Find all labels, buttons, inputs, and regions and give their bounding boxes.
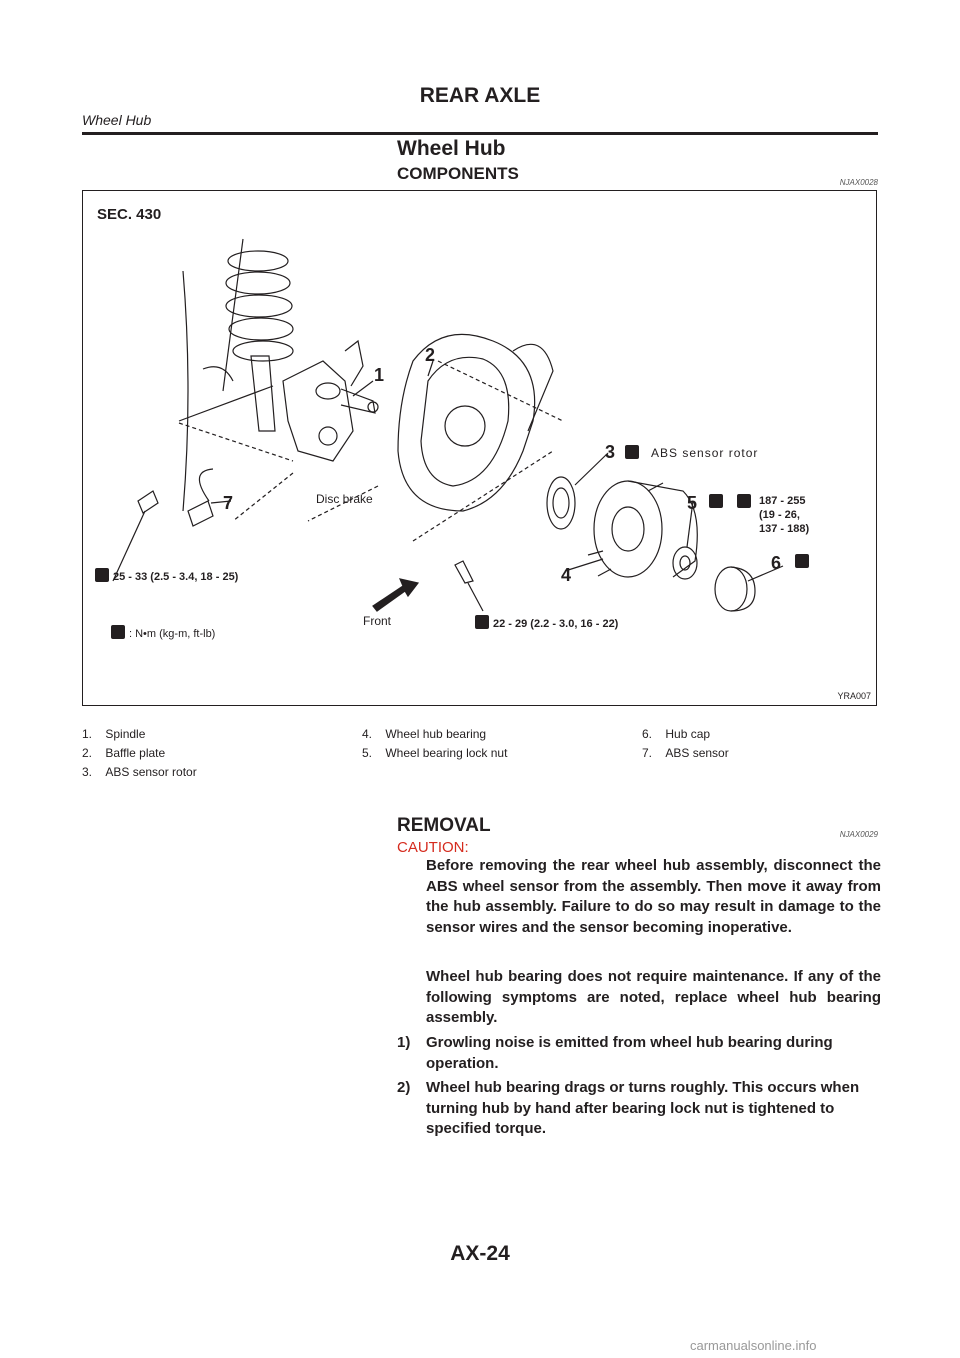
exploded-diagram	[83, 191, 878, 707]
legend-item: 2. Baffle plate	[82, 746, 166, 760]
header-subtitle: Wheel Hub	[82, 112, 152, 128]
page-number: AX-24	[450, 1242, 510, 1265]
maintenance-text: Wheel hub bearing does not require maintenance. If any of the following symptoms are noted, replace wheel hub bearing assembly.	[426, 968, 881, 1026]
label-torque-nut-3: 137 - 188)	[759, 523, 810, 535]
legend-item: 6. Hub cap	[642, 727, 711, 741]
wrench-icon	[475, 615, 489, 629]
callout-7: 7	[223, 493, 234, 513]
removal-ref: NJAX0029	[839, 830, 878, 839]
wrench-icon	[737, 494, 751, 508]
components-title: COMPONENTS	[397, 164, 519, 183]
components-ref: NJAX0028	[839, 178, 878, 187]
callout-6: 6	[771, 553, 782, 573]
legend-item: 7. ABS sensor	[642, 746, 729, 760]
callout-4: 4	[561, 565, 572, 585]
header-rule	[82, 132, 878, 135]
section-title: Wheel Hub	[397, 137, 506, 160]
watermark: carmanualsonline.info	[690, 1338, 817, 1353]
step-text: Wheel hub bearing drags or turns roughly. This occurs when turning hub by hand after bearing lock nut is tightened to specified torque.	[426, 1079, 860, 1137]
label-torque-nut-1: 187 - 255	[759, 495, 806, 507]
label-torque-nut-2: (19 - 26,	[759, 509, 800, 521]
legend-item: 1. Spindle	[82, 727, 146, 741]
legend-item: 4. Wheel hub bearing	[362, 727, 487, 741]
parts-legend	[82, 725, 878, 781]
legend-item: 5. Wheel bearing lock nut	[362, 746, 508, 760]
figure-id: YRA007	[837, 691, 871, 701]
wrench-icon	[111, 625, 125, 639]
replace-icon	[795, 554, 809, 568]
callout-1: 1	[374, 365, 385, 385]
step-text: Growling noise is emitted from wheel hub bearing during operation.	[426, 1034, 833, 1072]
callout-3: 3	[605, 442, 616, 462]
caution-text: Before removing the rear wheel hub assembly, disconnect the ABS wheel sensor from the assembly. Then move it away from the hub assembly. Failure to do so may result in damage to the sensor wires and the sensor becoming inoperative.	[426, 857, 881, 936]
label-abs-rotor: ABS sensor rotor	[651, 446, 759, 460]
replace-icon	[709, 494, 723, 508]
legend-item: 3. ABS sensor rotor	[82, 765, 197, 779]
wrench-icon	[95, 568, 109, 582]
callout-5: 5	[687, 493, 698, 513]
torque-icons	[95, 494, 751, 639]
label-torque-baffle: 22 - 29 (2.2 - 3.0, 16 - 22)	[493, 618, 619, 630]
removal-title: REMOVAL	[397, 815, 491, 836]
components-figure	[82, 190, 877, 706]
callout-2: 2	[425, 345, 436, 365]
step-number: 2)	[397, 1079, 411, 1096]
label-disc-brake: Disc brake	[316, 492, 373, 506]
label-front: Front	[363, 614, 392, 628]
callout-numbers	[223, 345, 781, 585]
sec-label: SEC. 430	[97, 206, 162, 223]
label-torque-units: : N•m (kg-m, ft-lb)	[129, 628, 216, 640]
step-number: 1)	[397, 1034, 411, 1051]
replace-icon	[625, 445, 639, 459]
label-torque-sensor: 25 - 33 (2.5 - 3.4, 18 - 25)	[113, 571, 239, 583]
caution-label: CAUTION:	[397, 839, 469, 856]
header-title: REAR AXLE	[419, 84, 541, 107]
